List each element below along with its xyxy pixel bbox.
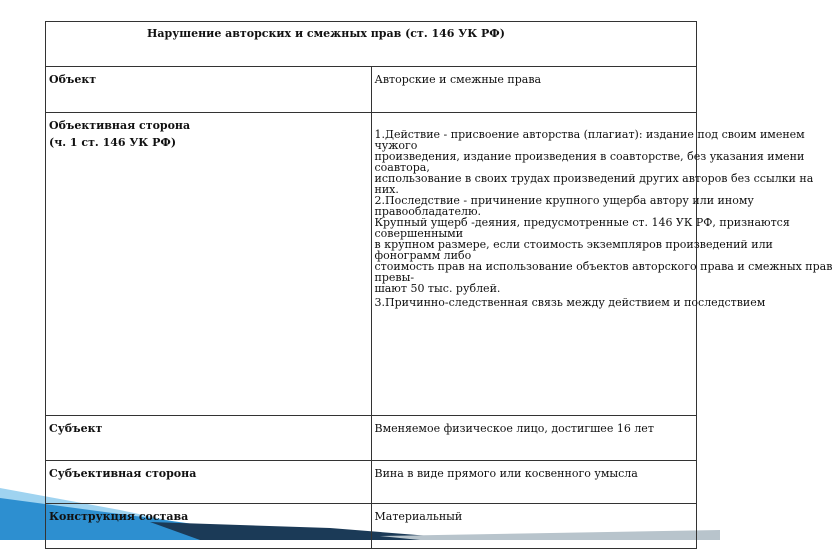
row-value [371,113,832,416]
row-label: Субъект [46,416,372,461]
value-line: правообладателю. [374,205,482,218]
value-line: 2.Последствие - причинение крупного ущерба автору или иному [374,194,754,207]
table-row-objective-side [46,113,697,416]
row-label: Объект [46,67,372,113]
value-line: фонограмм либо [374,249,472,262]
crime-composition-table [45,21,832,549]
table-row-subject [46,416,697,461]
table-row-construction [46,504,697,549]
row-label: Субъективная сторона [46,461,372,504]
table-title: Нарушение авторских и смежных прав (ст. 146 УК РФ) [147,27,505,40]
value-line: Крупный ущерб -деяния, предусмотренные ст. 146 УК РФ, признаются [374,216,790,229]
value-line: превы- [374,271,415,284]
table-row-object [46,67,697,113]
row-label [46,113,372,416]
value-line: шают 50 тыс. рублей. [374,282,501,295]
row-value: Вменяемое физическое лицо, достигшее 16 лет [371,416,697,461]
value-line: 1.Действие - присвоение авторства (плагиат): издание под своим именем [374,128,805,141]
value-line: в крупном размере, если стоимость экземпляров произведений или [374,238,773,251]
value-line: 3.Причинно-следственная связь между действием и последствием [374,296,766,309]
row-label: Конструкция состава [46,504,372,549]
value-line: соавтора, [374,161,430,174]
row-value: Вина в виде прямого или косвенного умысла [371,461,697,504]
value-line: произведения, издание произведения в соавторстве, без указания имени [374,150,805,163]
row-label-line: (ч. 1 ст. 146 УК РФ) [49,136,177,149]
table-header-row [46,22,697,67]
row-value: Авторские и смежные права [371,67,697,113]
table-row-subjective-side [46,461,697,504]
row-label-line: Объективная сторона [49,119,191,132]
value-line: использование в своих трудах произведений других авторов без ссылки на [374,172,814,185]
value-line: них. [374,183,399,196]
value-line: стоимость прав на использование объектов авторского права и смежных прав [374,260,832,273]
row-value: Материальный [371,504,697,549]
value-line: совершенными [374,227,464,240]
table-title-cell [46,22,697,67]
value-line: чужого [374,139,418,152]
